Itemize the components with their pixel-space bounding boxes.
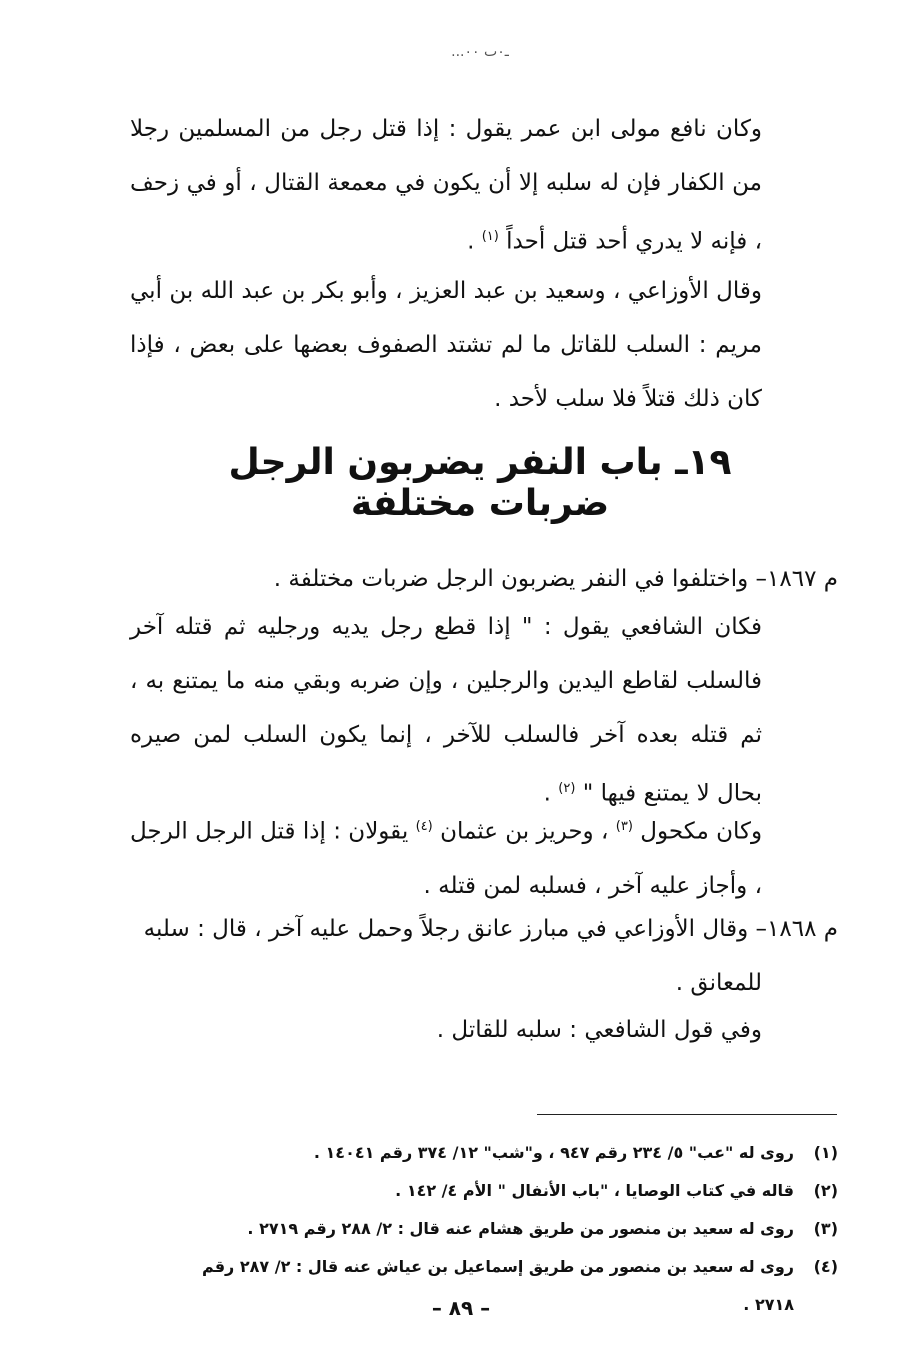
entry-text: واختلفوا في النفر يضربون الرجل ضربات مختلفة . xyxy=(273,566,749,592)
entry-number: م ١٨٦٧– xyxy=(755,566,838,592)
footnote xyxy=(160,1134,838,1172)
paragraph-makhul xyxy=(130,800,762,913)
paragraph-text: ، وحريز بن عثمان xyxy=(440,818,609,845)
header-mark: ...ـ٠ٮ ٠٠ xyxy=(451,44,509,60)
entry-number: م ١٨٦٨– xyxy=(755,916,838,942)
entry-1868-continuation: للمعانق . xyxy=(675,970,762,996)
footnote xyxy=(160,1210,838,1248)
footnote-text: روى له "عب" ٥/ ٢٣٤ رقم ٩٤٧ ، و"شب" ١٢/ ٣٧٤ رقم ١٤٠٤١ . xyxy=(313,1143,794,1162)
paragraph-text: يقولان : إذا قتل الرجل الرجل ، وأجاز عليه آخر ، فسلبه لمن قتله . xyxy=(130,818,762,899)
footnote-ref: (٣) xyxy=(615,819,633,834)
footnote-ref: (٤) xyxy=(415,819,433,834)
footnote-number: (٤) xyxy=(813,1257,838,1276)
footnote-number: (٢) xyxy=(813,1181,838,1200)
chapter-heading: ١٩ـ باب النفر يضربون الرجل ضربات مختلفة xyxy=(228,442,732,524)
paragraph-shafii-opinion: وفي قول الشافعي : سلبه للقاتل . xyxy=(436,1017,762,1043)
footnote xyxy=(160,1172,838,1210)
entry-1867 xyxy=(130,552,838,606)
page-number: – ٨٩ – xyxy=(431,1296,491,1320)
paragraph-nafi: وكان نافع مولى ابن عمر يقول : إذا قتل رجل من المسلمين رجلا من الكفار فإن له سلبه إلا أن يكون في معمعة القتال ، أو في زحف ، فإنه لا يدري أحد قتل أحداً $^{(١)}$ . xyxy=(130,116,762,255)
footnote-text: قاله في كتاب الوصايا ، "باب الأنفال " الأم ٤/ ١٤٢ . xyxy=(395,1181,794,1200)
footnote-separator xyxy=(537,1114,837,1115)
entry-text: وقال الأوزاعي في مبارز عانق رجلاً وحمل عليه آخر ، قال : سلبه xyxy=(143,916,749,942)
entry-1868 xyxy=(130,902,838,956)
footnote-ref: (٢) xyxy=(558,781,576,796)
paragraph-text: فكان الشافعي يقول : " إذا قطع رجل يديه ورجليه ثم قتله آخر فالسلب لقاطع اليدين والرجلين ، وإن ضربه وبقي منه ما يمتنع به ، ثم قتله بعده آخر فالسلب للآخر ، إنما يكون السلب لمن صيره بحال لا يمتنع فيها " xyxy=(130,614,762,807)
paragraph-shafii: فكان الشافعي يقول : " إذا قطع رجل يديه ورجليه ثم قتله آخر فالسلب لقاطع اليدين والرجلين ، وإن ضربه وبقي منه ما يمتنع به ، ثم قتله بعده آخر فالسلب للآخر ، إنما يكون السلب لمن صيره بحال لا يمتنع فيها " $^{(٢)}$ . xyxy=(130,614,762,807)
footnote-text: روى له سعيد بن منصور من طريق إسماعيل بن عياش عنه قال : ٢/ ٢٨٧ رقم ٢٧١٨ . xyxy=(202,1257,794,1314)
paragraph-text: وكان نافع مولى ابن عمر يقول : إذا قتل رجل من المسلمين رجلا من الكفار فإن له سلبه إلا أن يكون في معمعة القتال ، أو في زحف ، فإنه لا يدري أحد قتل أحداً xyxy=(130,116,762,255)
footnote-number: (٣) xyxy=(813,1219,838,1238)
footnote-text: روى له سعيد بن منصور من طريق هشام عنه قال : ٢/ ٢٨٨ رقم ٢٧١٩ . xyxy=(247,1219,794,1238)
footnote-ref: (١) xyxy=(481,229,499,244)
paragraph-text: وكان مكحول xyxy=(640,818,763,845)
paragraph-awzai: وقال الأوزاعي ، وسعيد بن عبد العزيز ، وأبو بكر بن عبد الله بن أبي مريم : السلب للقاتل ما لم تشتد الصفوف بعضها على بعض ، فإذا كان ذلك قتلاً فلا سلب لأحد . xyxy=(130,278,762,412)
footnote-number: (١) xyxy=(813,1143,838,1162)
